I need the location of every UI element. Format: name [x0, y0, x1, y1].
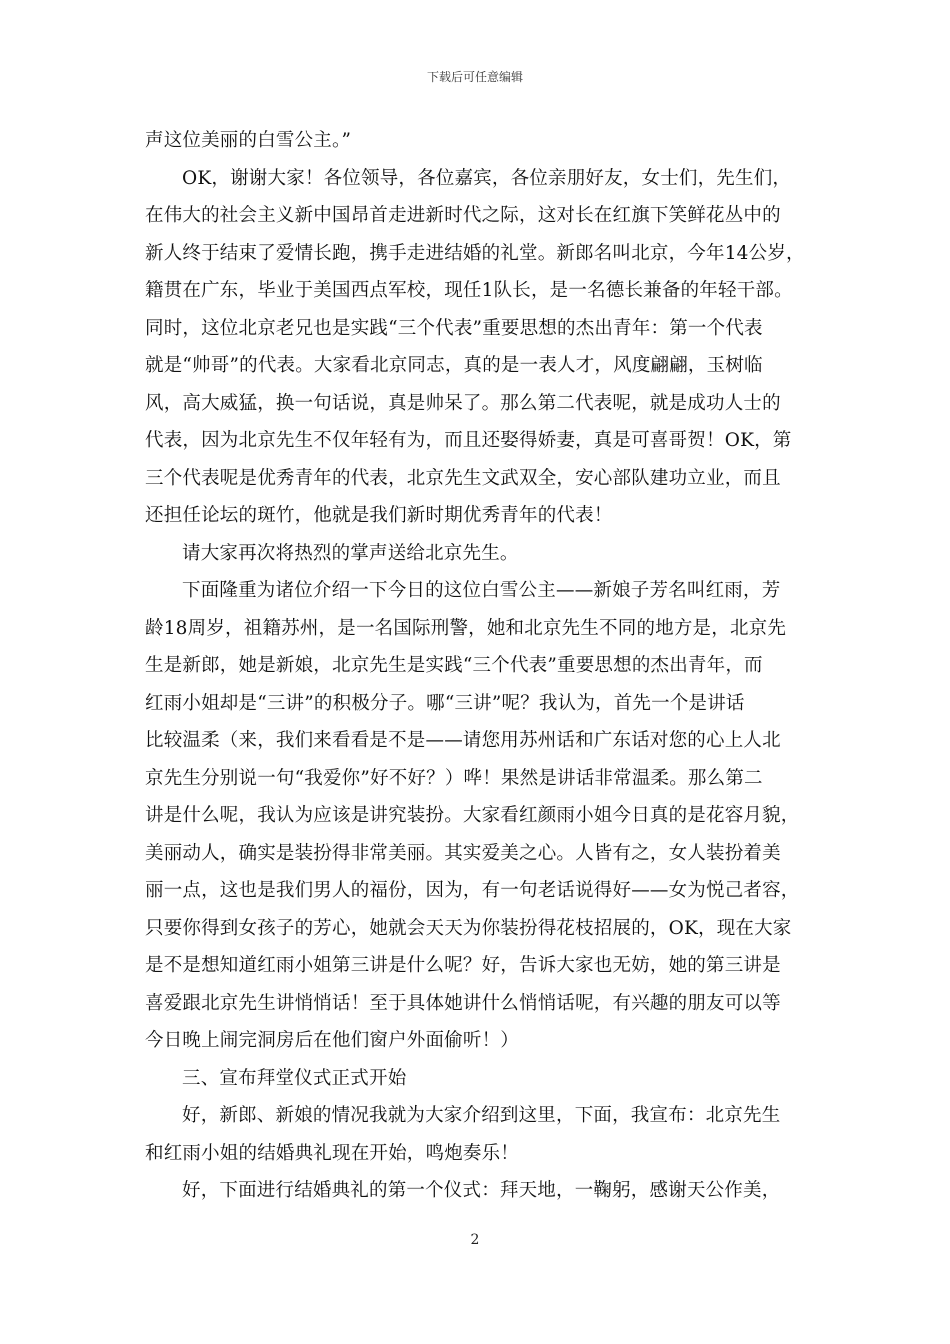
text-line: 下面隆重为诸位介绍一下今日的这位白雪公主——新娘子芳名叫红雨，芳 — [182, 580, 781, 601]
text-line: 同时，这位北京老兄也是实践“三个代表”重要思想的杰出青年：第一个代表 — [145, 317, 763, 339]
text-line: 代表，因为北京先生不仅年轻有为，而且还娶得娇妻，真是可喜哥贺！OK，第 — [145, 430, 792, 451]
text-line: 红雨小姐却是“三讲”的积极分子。哪“三讲”呢？我认为，首先一个是讲话 — [145, 692, 745, 714]
text-line: 比较温柔（来，我们来看看是不是——请您用苏州话和广东话对您的心上人北 — [145, 730, 781, 751]
text-line: 好，下面进行结婚典礼的第一个仪式：拜天地，一鞠躬，感谢天公作美， — [182, 1180, 781, 1201]
text-line: 讲是什么呢，我认为应该是讲究装扮。大家看红颜雨小姐今日真的是花容月貌， — [145, 805, 800, 826]
text-line: 三、宣布拜堂仪式正式开始 — [182, 1067, 407, 1089]
text-line: 喜爱跟北京先生讲悄悄话！至于具体她讲什么悄悄话呢，有兴趣的朋友可以等 — [145, 992, 781, 1014]
document-body — [145, 122, 807, 1210]
text-line: 在伟大的社会主义新中国昂首走进新时代之际，这对长在红旗下笑鲜花丛中的 — [145, 205, 781, 226]
text-line: 只要你得到女孩子的芳心，她就会天天为你装扮得花枝招展的，OK，现在大家 — [145, 917, 792, 939]
text-line: 今日晚上闹完洞房后在他们窗户外面偷听！） — [145, 1030, 520, 1051]
text-line: 籍贯在广东，毕业于美国西点军校，现任1队长，是一名德长兼备的年轻干部。 — [145, 280, 793, 301]
text-line: 京先生分别说一句“我爱你”好不好？）哗！果然是讲话非常温柔。那么第二 — [145, 767, 763, 789]
text-line: 美丽动人，确实是装扮得非常美丽。其实爱美之心。人皆有之，女人装扮着美 — [145, 842, 781, 864]
text-line: 龄18周岁，祖籍苏州，是一名国际刑警，她和北京先生不同的地方是，北京先 — [145, 617, 787, 639]
page-number: 2 — [470, 1232, 480, 1248]
page-header: 下载后可任意编辑 — [426, 70, 523, 84]
text-line: 丽一点，这也是我们男人的福份，因为，有一句老话说得好——女为悦己者容， — [145, 880, 800, 901]
text-line: 好，新郎、新娘的情况我就为大家介绍到这里，下面，我宣布：北京先生 — [182, 1105, 781, 1126]
text-line: 请大家再次将热烈的掌声送给北京先生。 — [182, 542, 519, 564]
text-line: 三个代表呢是优秀青年的代表，北京先生文武双全，安心部队建功立业，而且 — [145, 467, 781, 489]
text-line: 声这位美丽的白雪公主。” — [145, 130, 352, 151]
text-line: 还担任论坛的斑竹，他就是我们新时期优秀青年的代表！ — [145, 505, 613, 526]
text-line: 新人终于结束了爱情长跑，携手走进结婚的礼堂。新郎名叫北京，今年14公岁， — [145, 242, 805, 264]
text-line: 生是新郎，她是新娘，北京先生是实践“三个代表”重要思想的杰出青年，而 — [145, 655, 763, 676]
text-line: 风，高大威猛，换一句话说，真是帅呆了。那么第二代表呢，就是成功人士的 — [145, 392, 781, 414]
text-line: OK，谢谢大家！各位领导，各位嘉宾，各位亲朋好友，女士们，先生们， — [182, 167, 792, 189]
text-line: 就是“帅哥”的代表。大家看北京同志，真的是一表人才，风度翩翩，玉树临 — [145, 355, 763, 376]
text-line: 和红雨小姐的结婚典礼现在开始，鸣炮奏乐！ — [145, 1142, 520, 1164]
text-line: 是不是想知道红雨小姐第三讲是什么呢？好，告诉大家也无妨，她的第三讲是 — [145, 955, 781, 976]
